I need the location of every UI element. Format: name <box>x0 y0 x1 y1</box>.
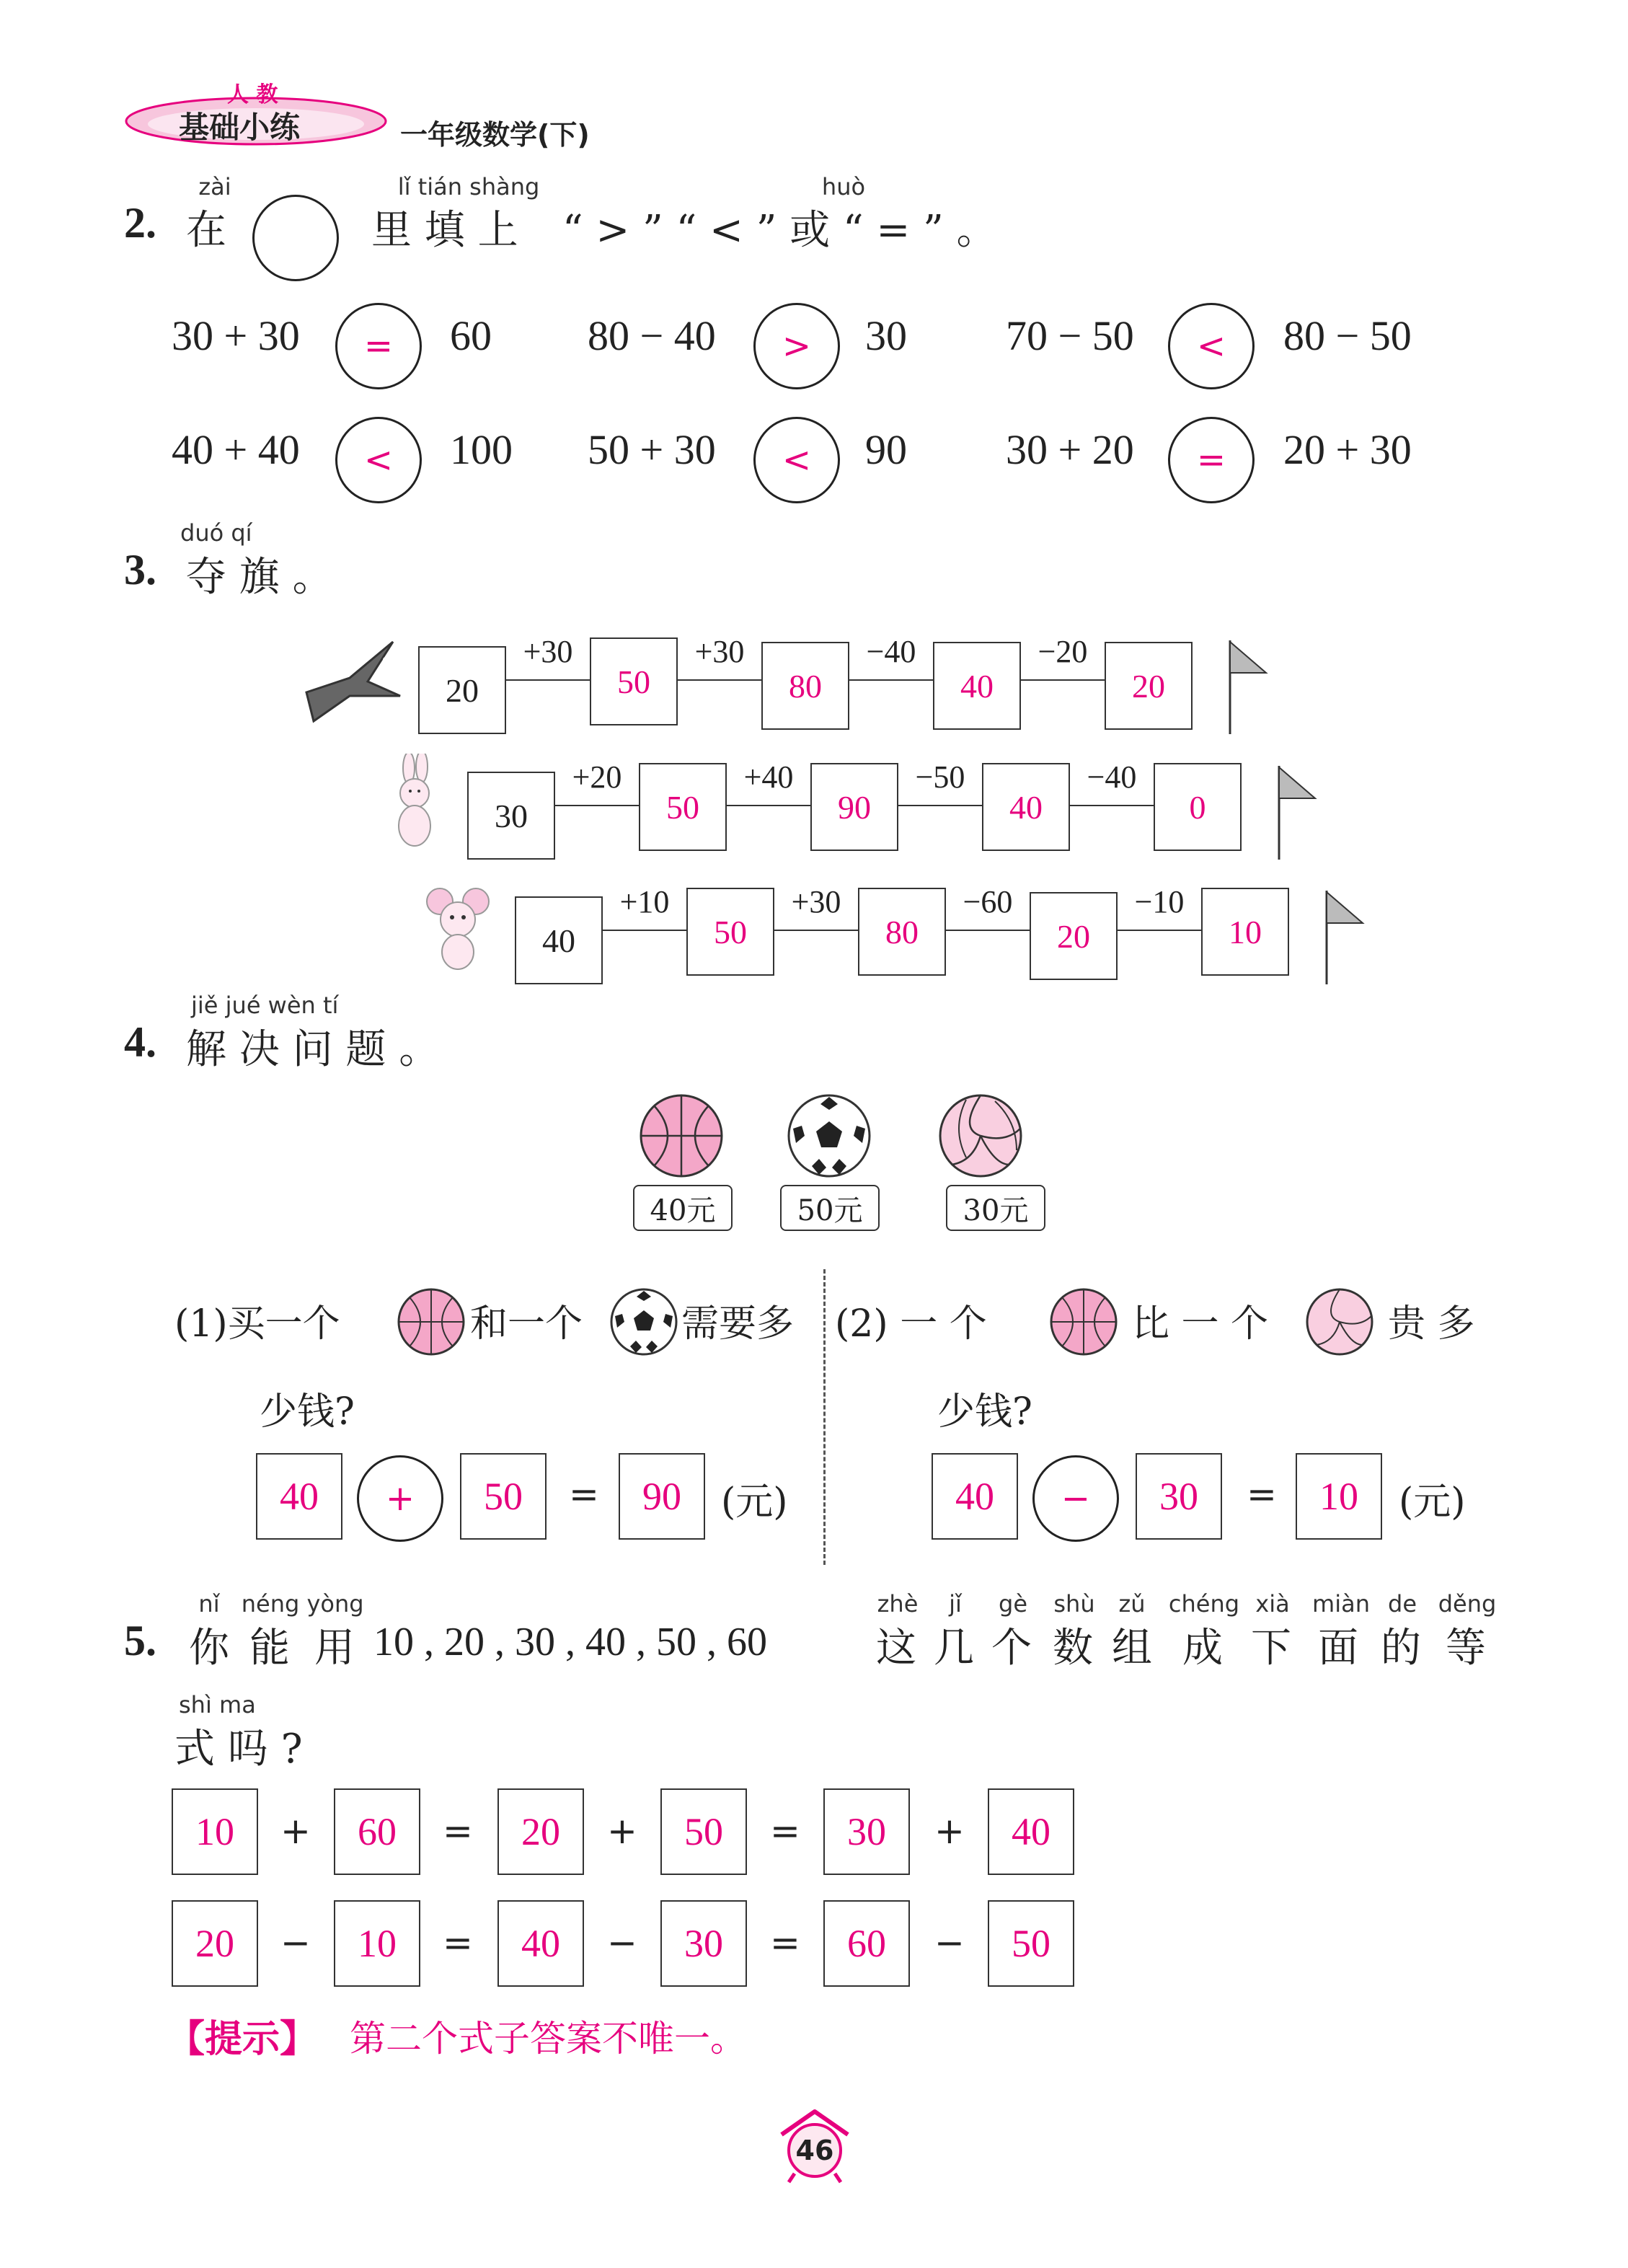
q2-pinyin-li-tian-shang: lǐ tián shàng <box>397 173 540 200</box>
q2-r2c2-sign[interactable]: < <box>753 417 840 503</box>
q5-char: 面 <box>1318 1625 1358 1672</box>
q5-pinyin: gè <box>999 1590 1027 1618</box>
flag-icon <box>1322 891 1366 984</box>
q5-eq1-op: + <box>934 1810 965 1852</box>
basketball-small-icon <box>1049 1287 1118 1356</box>
chain-answer-box[interactable]: 90 <box>810 763 898 851</box>
chain-answer-box[interactable]: 80 <box>761 642 849 730</box>
q4-p2-text-d: 少钱? <box>937 1390 1032 1434</box>
chain-op: +30 <box>523 634 573 669</box>
q4-p2-op-circle[interactable]: − <box>1032 1455 1119 1542</box>
q3-chain-1 <box>418 633 1283 727</box>
q5-pinyin: xià <box>1255 1590 1290 1618</box>
q5-char: 数 <box>1053 1625 1093 1672</box>
page-number: 46 <box>795 2135 834 2166</box>
q4-p1-text-d: 少钱? <box>260 1390 355 1434</box>
header-publisher: 人 教 <box>227 82 278 107</box>
chain-answer-box[interactable]: 40 <box>982 763 1070 851</box>
q2-r1c3-right: 80 − 50 <box>1283 312 1412 359</box>
q2-pinyin-zai: zài <box>198 173 231 200</box>
q2-r2c3-right: 20 + 30 <box>1283 426 1412 473</box>
q5-eq1-box[interactable]: 40 <box>988 1788 1074 1875</box>
q4-p1-equals: = <box>569 1473 599 1515</box>
q5-pinyin: néng <box>241 1590 300 1618</box>
q5-char: 用 <box>314 1625 355 1672</box>
chain-answer-box[interactable]: 50 <box>686 888 774 976</box>
q5-pinyin: yòng <box>306 1590 364 1618</box>
q4-p1-text-b: 和一个 <box>470 1302 583 1346</box>
q5-number: 5. <box>124 1617 156 1664</box>
q5-char: 你 <box>189 1625 229 1672</box>
q5-pinyin: de <box>1388 1590 1417 1618</box>
chain-start-box: 20 <box>418 646 506 734</box>
q5-char: 等 <box>1446 1625 1486 1672</box>
q5-eq2-box[interactable]: 50 <box>988 1900 1074 1987</box>
q5-pinyin: zǔ <box>1118 1590 1146 1618</box>
q2-r1c3-left: 70 − 50 <box>1006 312 1134 359</box>
q2-r1c1-right: 60 <box>450 312 492 359</box>
chain-answer-box[interactable]: 10 <box>1201 888 1289 976</box>
q2-r2c1-right: 100 <box>450 426 513 473</box>
chain-op: −20 <box>1038 634 1088 669</box>
q2-r2c3-left: 30 + 20 <box>1006 426 1134 473</box>
q4-p1-num2-box[interactable]: 50 <box>460 1453 547 1540</box>
q4-p1-text-a: (1)买一个 <box>174 1302 340 1346</box>
q5-eq2-op: − <box>607 1922 637 1964</box>
q2-number: 2. <box>124 199 156 247</box>
chain-answer-box[interactable]: 50 <box>590 637 678 725</box>
soccer-ball-icon <box>786 1093 872 1179</box>
q2-r1c2-right: 30 <box>865 312 907 359</box>
flag-icon <box>1226 640 1269 734</box>
q5-pinyin: zhè <box>877 1590 919 1618</box>
chain-op: +30 <box>694 634 745 669</box>
q2-r2c1-sign[interactable]: < <box>335 417 422 503</box>
page-number-badge <box>771 2099 858 2185</box>
q5-char: 成 <box>1182 1625 1223 1672</box>
chain-op: −40 <box>866 634 916 669</box>
swallow-icon <box>299 627 407 728</box>
basketball-small-icon <box>397 1287 466 1356</box>
chain-op: +30 <box>791 884 841 919</box>
chain-op: −50 <box>915 759 965 795</box>
q4-section <box>0 992 1628 1568</box>
basketball-icon <box>638 1093 725 1179</box>
q5-pinyin-2: shì ma <box>179 1691 256 1718</box>
volleyball-price: 30元 <box>946 1185 1045 1231</box>
q4-divider <box>823 1269 826 1565</box>
q5-pinyin: jǐ <box>949 1590 962 1618</box>
q2-r2c3-sign[interactable]: = <box>1168 417 1255 503</box>
q5-eq1-box[interactable]: 60 <box>334 1788 420 1875</box>
q5-line-2: 式 吗 ? <box>174 1726 303 1773</box>
q4-p2-text-c: 贵 多 <box>1388 1302 1475 1346</box>
q2-text-a: 在 <box>186 207 226 254</box>
rabbit-icon <box>379 754 451 855</box>
q5-number-list: 10 , 20 , 30 , 40 , 50 , 60 <box>373 1620 767 1664</box>
chain-answer-box[interactable]: 50 <box>639 763 727 851</box>
chain-op: +20 <box>572 759 622 795</box>
q2-text-c: “ > ” “ < ” 或 “ = ” 。 <box>562 207 997 254</box>
q5-hint-label: 【提示】 <box>167 2018 318 2061</box>
q2-r1c1-sign[interactable]: = <box>335 303 422 389</box>
soccer-ball-price: 50元 <box>780 1185 880 1231</box>
q4-p1-text-c: 需要多 <box>681 1302 795 1346</box>
q5-eq2-box[interactable]: 40 <box>497 1900 584 1987</box>
chain-op: −60 <box>963 884 1013 919</box>
chain-answer-box[interactable]: 0 <box>1154 763 1242 851</box>
chain-op: +40 <box>743 759 794 795</box>
q5-eq2-box[interactable]: 30 <box>660 1900 747 1987</box>
q5-char: 下 <box>1251 1625 1291 1672</box>
q5-hint-text: 第二个式子答案不唯一。 <box>350 2018 746 2060</box>
q4-p2-equals: = <box>1247 1473 1277 1515</box>
chain-answer-box[interactable]: 20 <box>1105 642 1193 730</box>
q5-eq2-op: − <box>934 1922 965 1964</box>
q5-char: 这 <box>876 1625 916 1672</box>
q2-r2c1-left: 40 + 40 <box>172 426 300 473</box>
q4-p1-op-circle[interactable]: + <box>357 1455 443 1542</box>
q5-section <box>0 1590 1628 2095</box>
chain-op: −10 <box>1134 884 1185 919</box>
q2-pinyin-huo: huò <box>821 173 866 200</box>
q2-r2c2-left: 50 + 30 <box>588 426 716 473</box>
q4-pinyin: jiě jué wèn tí <box>191 992 339 1019</box>
q5-eq2-op: = <box>443 1922 473 1964</box>
q3-section <box>0 519 1628 981</box>
q5-char: 组 <box>1112 1625 1152 1672</box>
q4-p1-result-box[interactable]: 90 <box>619 1453 705 1540</box>
q4-p1-num1-box[interactable]: 40 <box>256 1453 342 1540</box>
header-series-title: 基础小练 <box>179 110 301 145</box>
q5-eq1-box[interactable]: 20 <box>497 1788 584 1875</box>
header <box>123 72 627 151</box>
flag-icon <box>1275 766 1318 860</box>
q5-eq2-op: = <box>770 1922 800 1964</box>
q2-r2c2-right: 90 <box>865 426 907 473</box>
q4-p1-unit: (元) <box>721 1481 788 1524</box>
q4-p2-result-box[interactable]: 10 <box>1296 1453 1382 1540</box>
q5-pinyin: děng <box>1438 1590 1497 1618</box>
q3-number: 3. <box>124 546 156 594</box>
q4-title: 解 决 问 题 。 <box>186 1026 440 1073</box>
q5-eq1-box[interactable]: 10 <box>172 1788 258 1875</box>
q5-eq1-op: = <box>770 1810 800 1852</box>
q5-eq2-box[interactable]: 10 <box>334 1900 420 1987</box>
q5-eq2-box[interactable]: 20 <box>172 1900 258 1987</box>
q2-section <box>0 166 1628 512</box>
q5-eq1-op: + <box>280 1810 311 1852</box>
q5-eq1-box[interactable]: 50 <box>660 1788 747 1875</box>
q5-char: 几 <box>934 1625 974 1672</box>
q5-pinyin: nǐ <box>198 1590 220 1618</box>
q3-title: 夺 旗 。 <box>186 554 333 601</box>
q5-pinyin: chéng <box>1168 1590 1240 1618</box>
q4-p2-text-b: 比 一 个 <box>1132 1302 1269 1346</box>
q5-eq1-box[interactable]: 30 <box>823 1788 910 1875</box>
q2-text-b: 里 填 上 <box>371 207 518 254</box>
chain-start-box: 30 <box>467 772 555 860</box>
volleyball-small-icon <box>1305 1287 1374 1356</box>
chain-answer-box[interactable]: 20 <box>1030 892 1118 980</box>
q5-eq1-op: = <box>443 1810 473 1852</box>
q5-char: 能 <box>249 1625 290 1672</box>
q3-chain-2 <box>467 759 1332 852</box>
q5-eq2-op: − <box>280 1922 311 1964</box>
chain-op: −40 <box>1087 759 1137 795</box>
q3-pinyin: duó qí <box>180 519 252 547</box>
q5-pinyin: miàn <box>1312 1590 1370 1618</box>
q4-p2-num2-box[interactable]: 30 <box>1136 1453 1222 1540</box>
soccer-ball-small-icon <box>609 1287 678 1356</box>
basketball-price: 40元 <box>633 1185 733 1231</box>
q2-blank-circle <box>252 195 339 281</box>
q4-number: 4. <box>124 1018 156 1066</box>
chain-answer-box[interactable]: 80 <box>858 888 946 976</box>
q4-p2-text-a: (2) 一 个 <box>835 1302 987 1346</box>
q5-eq1-op: + <box>607 1810 637 1852</box>
q3-chain-3 <box>515 883 1380 977</box>
q4-p2-num1-box[interactable]: 40 <box>932 1453 1018 1540</box>
q5-char: 个 <box>991 1625 1032 1672</box>
q5-char: 的 <box>1381 1625 1421 1672</box>
volleyball-icon <box>937 1093 1024 1179</box>
chain-answer-box[interactable]: 40 <box>933 642 1021 730</box>
header-grade: 一年级数学(下) <box>400 119 590 151</box>
q2-r1c2-sign[interactable]: > <box>753 303 840 389</box>
q5-pinyin: shù <box>1053 1590 1095 1618</box>
chain-op: +10 <box>619 884 670 919</box>
mouse-icon <box>415 880 501 974</box>
q4-p2-unit: (元) <box>1399 1481 1466 1524</box>
q2-r1c2-left: 80 − 40 <box>588 312 716 359</box>
q5-eq2-box[interactable]: 60 <box>823 1900 910 1987</box>
q2-r1c3-sign[interactable]: < <box>1168 303 1255 389</box>
q2-r1c1-left: 30 + 30 <box>172 312 300 359</box>
chain-start-box: 40 <box>515 896 603 984</box>
